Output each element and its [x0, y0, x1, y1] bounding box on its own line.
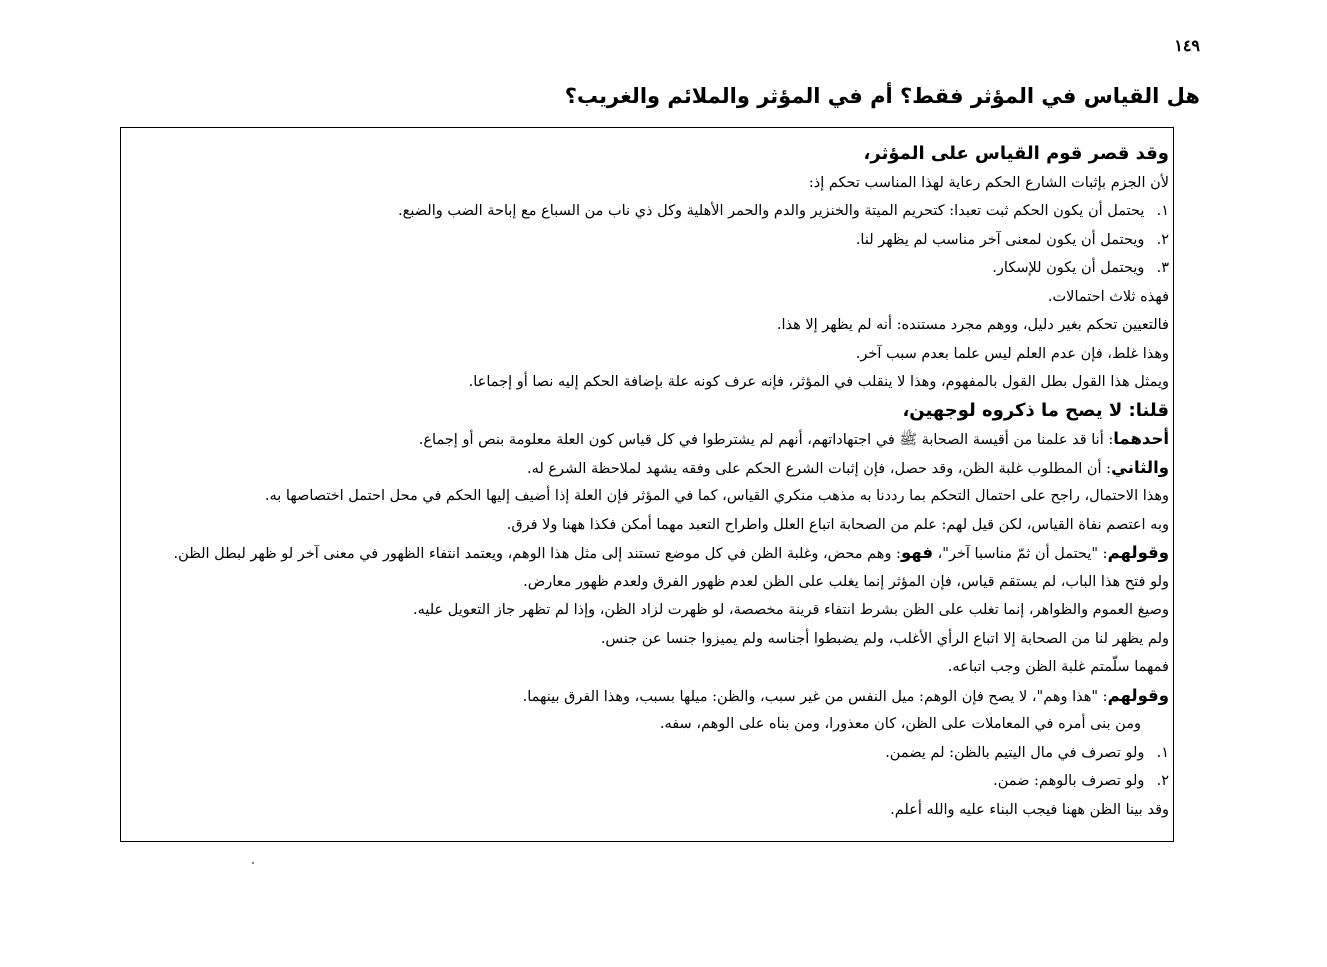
text-line: [125, 425, 1169, 454]
line-text: : أن المطلوب غلبة الظن، وقد حصل، فإن إثبات الشرع الحكم على وفقه يشهد لملاحظة الشرع له.: [526, 460, 1112, 477]
text-line: فالتعيين تحكم بغير دليل، ووهم مجرد مستنده: أنه لم يظهر إلا هذا.: [776, 317, 1169, 333]
text-line: [125, 682, 1169, 711]
list-text: يحتمل أن يكون الحكم ثبت تعبدا: كتحريم الميتة والخنزير والدم والحمر الأهلية وكل ذي ناب من السباع مع إباحة الضب والضبع.: [398, 203, 1145, 219]
list-item: [125, 254, 1169, 283]
text-line: ولم يظهر لنا من الصحابة إلا اتباع الرأي الأغلب، ولم يضبطوا أجناسه ولم يميزوا جنسا عن جنس.: [600, 630, 1169, 647]
text-line: [125, 454, 1169, 483]
text-line: ومن بنى أمره في المعاملات على الظن، كان معذورا، ومن بناه على الوهم، سفه.: [659, 716, 1141, 732]
text-line: فهذه ثلاث احتمالات.: [1047, 288, 1169, 305]
text-line: وهذا غلط، فإن عدم العلم ليس علما بعدم سبب آخر.: [855, 345, 1169, 362]
line-text: : "يحتمل أن ثمّ مناسبا آخر"،: [933, 546, 1108, 562]
heading-rebuttal: قلنا: لا يصح ما ذكروه لوجهين،: [902, 399, 1169, 421]
lead-word: فهو: [900, 543, 933, 562]
lead-word: وقولهم: [1107, 543, 1169, 562]
list-item: [125, 739, 1169, 768]
list-item: [125, 226, 1169, 255]
list-item: [125, 197, 1169, 226]
text-line: ولو فتح هذا الباب، لم يستقم قياس، فإن المؤثر إنما يغلب على الظن لعدم ظهور الفرق ولعدم ظهور معارض.: [523, 573, 1169, 590]
text-line: وبه اعتصم نفاة القياس، لكن قيل لهم: علم من الصحابة اتباع العلل واطراح التعبد مهما أمكن فكذا ههنا ولا فرق.: [506, 516, 1169, 533]
list-text: ويحتمل أن يكون للإسكار.: [992, 260, 1145, 276]
text-line: لأن الجزم بإثبات الشارع الحكم رعاية لهذا المناسب تحكم إذ:: [808, 174, 1169, 191]
content-frame: [120, 127, 1174, 842]
page-number: ١٤٩: [1174, 36, 1200, 55]
heading-restriction: وقد قصر قوم القياس على المؤثر،: [863, 143, 1169, 164]
list-number: ٢.: [1156, 773, 1169, 789]
lead-word: والثاني: [1111, 457, 1169, 477]
list-number: ١.: [1156, 203, 1169, 219]
lead-word: وقولهم: [1107, 685, 1169, 705]
list-text: ولو تصرف بالوهم: ضمن.: [993, 773, 1145, 789]
text-line: وهذا الاحتمال، راجح على احتمال التحكم بما رددنا به مذهب منكري القياس، كما في المؤثر فإن العلة إذا أضيف إليها الحكم في محل احتمل اختصاصها به.: [264, 488, 1169, 504]
text-line: [125, 539, 1169, 568]
text-line: فمهما سلّمتم غلبة الظن وجب اتباعه.: [947, 659, 1169, 675]
list-text: ويحتمل أن يكون لمعنى آخر مناسب لم يظهر لنا.: [855, 231, 1145, 248]
list-number: ٣.: [1156, 260, 1169, 276]
section-title: هل القياس في المؤثر فقط؟ أم في المؤثر والملائم والغريب؟: [564, 84, 1200, 108]
line-text: : وهم محض، وغلبة الظن في كل موضع تستند إلى مثل هذا الوهم، ويعتمد انتفاء الظهور في معنى آخر لو ظهر لبطل الظن.: [173, 546, 901, 562]
line-text: : "هذا وهم"، لا يصح فإن الوهم: ميل النفس من غير سبب، والظن: ميلها بسبب، وهذا الفرق بينهما.: [522, 688, 1108, 705]
text-line: وصيغ العموم والظواهر، إنما تغلب على الظن بشرط انتفاء قرينة مخصصة، لو ظهرت لزاد الظن، وإذا لم تظهر جاز التعويل عليه.: [412, 602, 1169, 618]
list-number: ١.: [1156, 744, 1169, 761]
list-item: [125, 767, 1169, 796]
scan-speck: [252, 862, 254, 864]
list-text: ولو تصرف في مال اليتيم بالظن: لم يضمن.: [885, 744, 1145, 761]
lead-word: أحدهما: [1113, 429, 1169, 448]
list-number: ٢.: [1156, 231, 1169, 248]
frame-content: [125, 140, 1169, 824]
text-line: وقد بينا الظن ههنا فيجب البناء عليه والله أعلم.: [890, 801, 1169, 818]
text-line: ويمثل هذا القول بطل القول بالمفهوم، وهذا لا ينقلب في المؤثر، فإنه عرف كونه علة بإضافة الحكم إليه نصا أو إجماعا.: [468, 374, 1169, 390]
line-text: : أنا قد علمنا من أقيسة الصحابة ﷺ في اجتهاداتهم، أنهم لم يشترطوا في كل قياس كون العلة معلومة بنص أو إجماع.: [418, 432, 1114, 448]
